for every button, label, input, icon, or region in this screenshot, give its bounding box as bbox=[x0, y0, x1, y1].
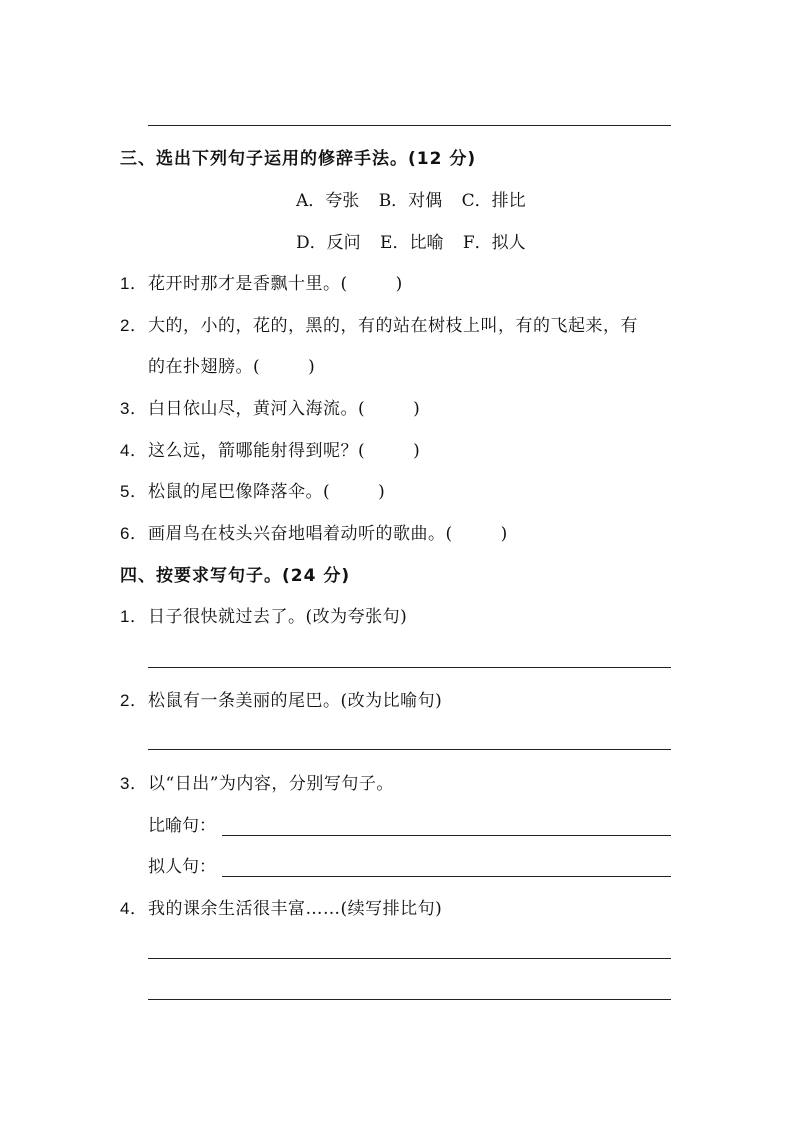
answer-line[interactable] bbox=[148, 125, 671, 126]
item-number: 1． bbox=[120, 274, 148, 293]
simile-label: 比喻句： bbox=[148, 816, 216, 836]
close-paren: ) bbox=[378, 482, 386, 502]
s4-item-4 bbox=[120, 898, 442, 920]
answer-line[interactable] bbox=[148, 749, 671, 750]
item-text: 花开时那才是香飘十里。( bbox=[148, 274, 348, 294]
item-number: 4． bbox=[120, 441, 148, 460]
option-e: E．比喻 bbox=[380, 233, 444, 253]
item-text: 松鼠的尾巴像降落伞。( bbox=[148, 482, 331, 502]
answer-line[interactable] bbox=[148, 999, 671, 1000]
options-row-1 bbox=[296, 190, 540, 212]
options-row-2 bbox=[296, 232, 540, 254]
item-number: 3． bbox=[120, 774, 148, 793]
option-c: C．排比 bbox=[461, 191, 526, 211]
s4-item-1 bbox=[120, 606, 407, 628]
answer-line[interactable] bbox=[148, 958, 671, 959]
s3-item-2-continued bbox=[148, 356, 315, 378]
close-paren: ) bbox=[413, 399, 421, 419]
close-paren: ) bbox=[395, 274, 403, 294]
personification-label: 拟人句： bbox=[148, 857, 216, 877]
section-4-heading: 四、按要求写句子。(24 分) bbox=[120, 566, 351, 586]
s3-item-1 bbox=[120, 273, 403, 295]
s3-item-5 bbox=[120, 481, 385, 503]
item-text: 画眉鸟在枝头兴奋地唱着动听的歌曲。( bbox=[148, 524, 453, 544]
option-d: D．反问 bbox=[296, 233, 361, 253]
item-text: 这么远，箭哪能射得到呢？( bbox=[148, 441, 366, 461]
item-text: 白日依山尽，黄河入海流。( bbox=[148, 399, 366, 419]
item-text: 我的课余生活很丰富……(续写排比句) bbox=[148, 899, 443, 919]
close-paren: ) bbox=[308, 357, 316, 377]
s3-item-3 bbox=[120, 398, 420, 420]
item-text: 松鼠有一条美丽的尾巴。(改为比喻句) bbox=[148, 691, 443, 711]
s3-item-2 bbox=[120, 315, 638, 337]
item-text: 以“日出”为内容，分别写句子。 bbox=[148, 774, 394, 794]
option-b: B．对偶 bbox=[378, 191, 443, 211]
item-number: 1． bbox=[120, 607, 148, 626]
item-text: 大的，小的，花的，黑的，有的站在树枝上叫，有的飞起来，有 bbox=[148, 316, 638, 336]
item-number: 6． bbox=[120, 524, 148, 543]
item-number: 2． bbox=[120, 691, 148, 710]
s4-item-3 bbox=[120, 773, 394, 795]
option-a: A．夸张 bbox=[296, 191, 360, 211]
close-paren: ) bbox=[413, 441, 421, 461]
item-number: 2． bbox=[120, 316, 148, 335]
answer-line[interactable] bbox=[148, 667, 671, 668]
s3-item-6 bbox=[120, 523, 508, 545]
close-paren: ) bbox=[500, 524, 508, 544]
s4-item-2 bbox=[120, 690, 442, 712]
section-3-heading: 三、选出下列句子运用的修辞手法。(12 分) bbox=[120, 149, 477, 169]
answer-line[interactable] bbox=[222, 876, 671, 877]
personification-sentence-row bbox=[148, 856, 671, 878]
answer-line[interactable] bbox=[222, 835, 671, 836]
s3-item-4 bbox=[120, 440, 420, 462]
simile-sentence-row bbox=[148, 815, 671, 837]
item-text-cont: 的在扑翅膀。( bbox=[148, 357, 261, 377]
option-f: F．拟人 bbox=[462, 233, 526, 253]
item-number: 5． bbox=[120, 482, 148, 501]
item-number: 4． bbox=[120, 899, 148, 918]
item-number: 3． bbox=[120, 399, 148, 418]
item-text: 日子很快就过去了。(改为夸张句) bbox=[148, 607, 408, 627]
